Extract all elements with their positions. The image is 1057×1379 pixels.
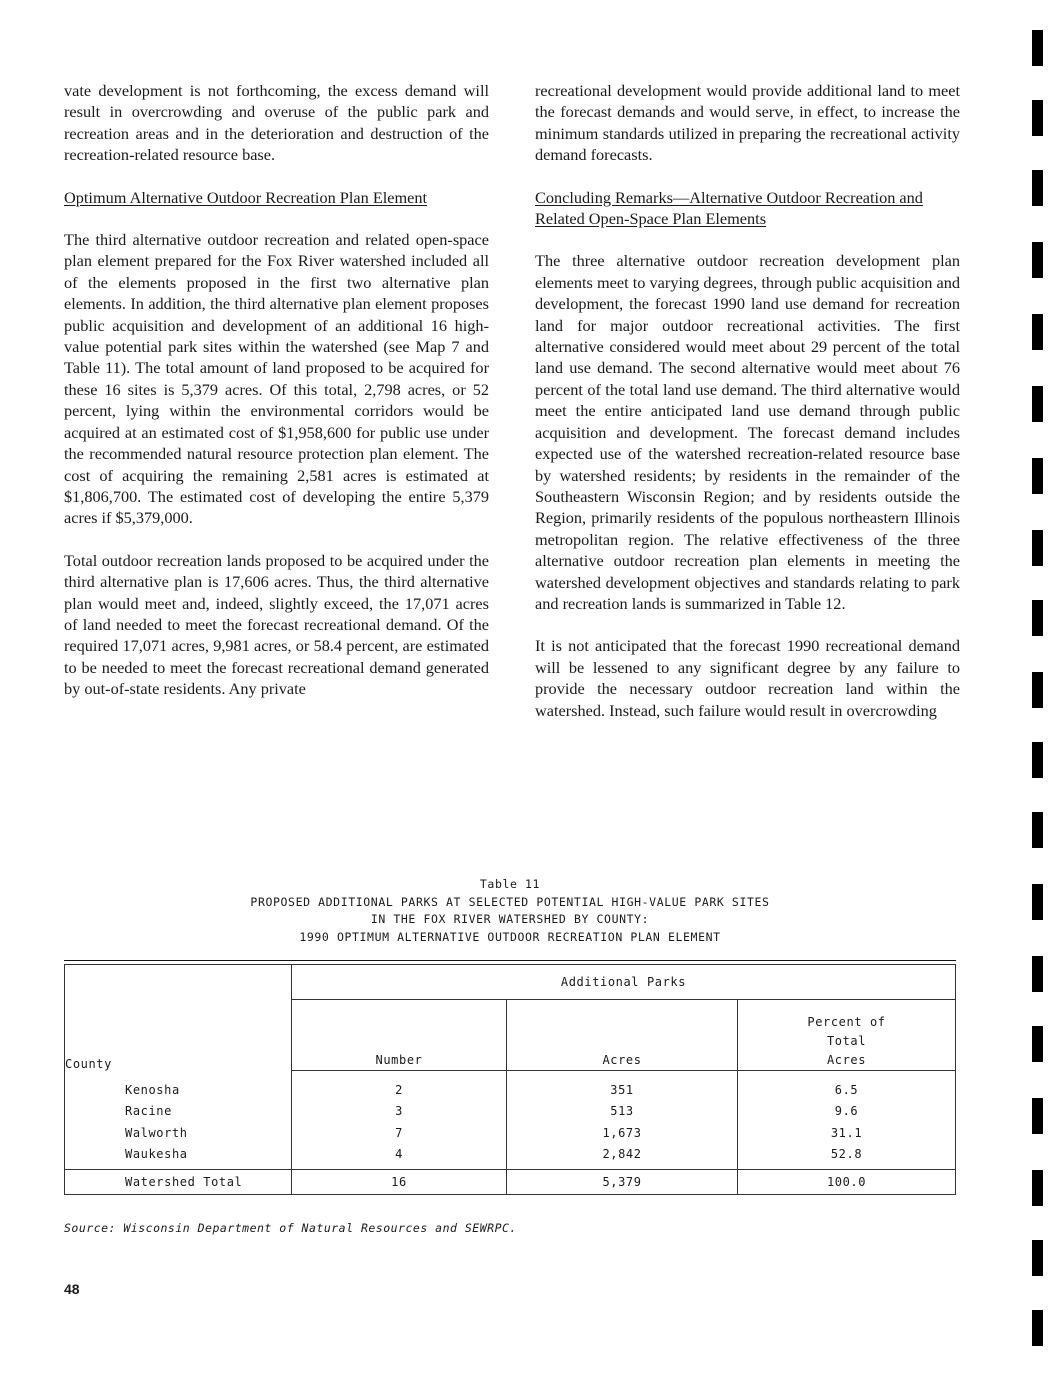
cell-percent: 6.5 — [738, 1071, 956, 1101]
cell-total-acres: 5,379 — [507, 1170, 738, 1195]
cell-county: Racine — [65, 1101, 292, 1123]
table-title-line-2: IN THE FOX RIVER WATERSHED BY COUNTY: — [370, 912, 650, 926]
cell-number: 4 — [292, 1144, 507, 1170]
table-label: Table 11 — [479, 877, 541, 891]
scan-edge-mark — [1032, 458, 1043, 494]
cell-acres: 513 — [507, 1101, 738, 1123]
scan-edge-mark — [1032, 672, 1043, 708]
column-header-county: County — [65, 965, 292, 1071]
section-heading-concluding-remarks: Concluding Remarks—Alternative Outdoor Recreation and Related Open-Space Plan Elements — [535, 187, 923, 229]
cell-county: Walworth — [65, 1122, 292, 1144]
scan-edge-mark — [1032, 242, 1043, 278]
page-number: 48 — [64, 1281, 80, 1297]
table-title-line-3: 1990 OPTIMUM ALTERNATIVE OUTDOOR RECREATION PLAN ELEMENT — [299, 929, 721, 944]
scan-edge-mark — [1032, 1098, 1043, 1134]
right-text-column — [535, 80, 960, 742]
cell-number: 2 — [292, 1071, 507, 1101]
cell-percent: 9.6 — [738, 1101, 956, 1123]
cell-acres: 351 — [507, 1071, 738, 1101]
table-caption — [64, 876, 956, 946]
right-paragraph-1: recreational development would provide additional land to meet the forecast demands and would serve, in effect, to increase the minimum standards utilized in preparing the recreational activity demand forecasts. — [535, 81, 960, 165]
cell-county: Kenosha — [65, 1071, 292, 1101]
cell-acres: 2,842 — [507, 1144, 738, 1170]
scan-edge-mark — [1032, 530, 1043, 566]
column-header-acres: Acres — [507, 1000, 738, 1071]
scan-edge-mark — [1032, 1240, 1043, 1276]
scan-edge-mark — [1032, 600, 1043, 636]
table-header-row-1 — [65, 965, 956, 1000]
left-paragraph-1: vate development is not forthcoming, the excess demand will result in overcrowding and overuse of the public park and recreation areas and in the deterioration and destruction of the recreation-related resource base. — [64, 81, 489, 165]
table-total-row — [65, 1170, 956, 1195]
parks-table-container — [64, 960, 956, 1195]
left-text-column — [64, 80, 489, 721]
left-paragraph-2: The third alternative outdoor recreation and related open-space plan element prepared for the Fox River watershed included all of the elements proposed in the first two alternative plan elements. In addition, the third alternative plan element proposes public acquisition and development of an additional 16 high-value potential park sites within the watershed (see Map 7 and Table 11). The total amount of land proposed to be acquired for these 16 sites is 5,379 acres. Of this total, 2,798 acres, or 52 percent, lying within the environmental corridors would be acquired at an estimated cost of $1,958,600 for public use under the recommended natural resource protection plan element. The cost of acquiring the remaining 2,581 acres is estimated at $1,806,700. The estimated cost of developing the entire 5,379 acres if $5,379,000. — [64, 230, 489, 528]
cell-total-label: Watershed Total — [65, 1170, 292, 1195]
right-paragraph-3: It is not anticipated that the forecast 1990 recreational demand will be lessened to any significant degree by any failure to provide the necessary outdoor recreation land within the watershed. Instead, such failure would result in overcrowding — [535, 636, 960, 720]
cell-acres: 1,673 — [507, 1122, 738, 1144]
cell-total-number: 16 — [292, 1170, 507, 1195]
scan-edge-mark — [1032, 314, 1043, 350]
scan-edge-mark — [1032, 1026, 1043, 1062]
column-header-number: Number — [292, 1000, 507, 1071]
scan-edge-mark — [1032, 956, 1043, 992]
table-row — [65, 1144, 956, 1170]
cell-percent: 31.1 — [738, 1122, 956, 1144]
table-row — [65, 1122, 956, 1144]
scan-edge-mark — [1032, 812, 1043, 848]
scan-edge-mark — [1032, 1170, 1043, 1206]
scan-edge-mark — [1032, 100, 1043, 136]
percent-header-line-1: Percent of — [807, 1015, 886, 1029]
percent-header-line-3: Acres — [826, 1053, 867, 1067]
cell-county: Waukesha — [65, 1144, 292, 1170]
table-row — [65, 1101, 956, 1123]
parks-table — [64, 964, 956, 1195]
scan-edge-mark — [1032, 742, 1043, 778]
cell-number: 3 — [292, 1101, 507, 1123]
scan-edge-mark — [1032, 1310, 1043, 1346]
column-header-percent — [738, 1000, 956, 1071]
scan-edge-mark — [1032, 30, 1043, 66]
scan-edge-marks — [1032, 0, 1052, 1379]
percent-header-line-2: Total — [826, 1034, 867, 1048]
scan-edge-mark — [1032, 170, 1043, 206]
column-group-header-additional-parks: Additional Parks — [292, 965, 956, 1000]
left-paragraph-3: Total outdoor recreation lands proposed to be acquired under the third alternative plan is 17,606 acres. Thus, the third alternative plan would meet and, indeed, slightly exceed, the 17,071 acres of land needed to meet the forecast recreational demand. Of the required 17,071 acres, 9,981 acres, or 58.4 percent, are estimated to be needed to meet the forecast recreational demand generated by out-of-state residents. Any private — [64, 550, 489, 699]
cell-total-percent: 100.0 — [738, 1170, 956, 1195]
scan-edge-mark — [1032, 884, 1043, 920]
scan-edge-mark — [1032, 386, 1043, 422]
cell-percent: 52.8 — [738, 1144, 956, 1170]
table-row — [65, 1071, 956, 1101]
cell-number: 7 — [292, 1122, 507, 1144]
table-title-line-1: PROPOSED ADDITIONAL PARKS AT SELECTED POTENTIAL HIGH-VALUE PARK SITES — [250, 894, 770, 909]
section-heading-optimum-alternative: Optimum Alternative Outdoor Recreation Plan Element — [64, 187, 428, 207]
right-paragraph-2: The three alternative outdoor recreation development plan elements meet to varying degrees, through public acquisition and development, the forecast 1990 land use demand for recreation land for major outdoor recreational activities. The first alternative considered would meet about 29 percent of the total land use demand. The second alternative would meet about 76 percent of the total land use demand. The third alternative would meet the entire anticipated land use demand through public acquisition and development. The forecast demand includes expected use of the watershed recreation-related resource base by watershed residents; by residents in the remainder of the Southeastern Wisconsin Region; and by residents outside the Region, primarily residents of the populous northeastern Illinois metropolitan region. The relative effectiveness of the three alternative outdoor recreation plan elements in meeting the watershed development objectives and standards relating to park and recreation lands is summarized in Table 12. — [535, 251, 960, 613]
table-source-note: Source: Wisconsin Department of Natural Resources and SEWRPC. — [64, 1221, 517, 1235]
